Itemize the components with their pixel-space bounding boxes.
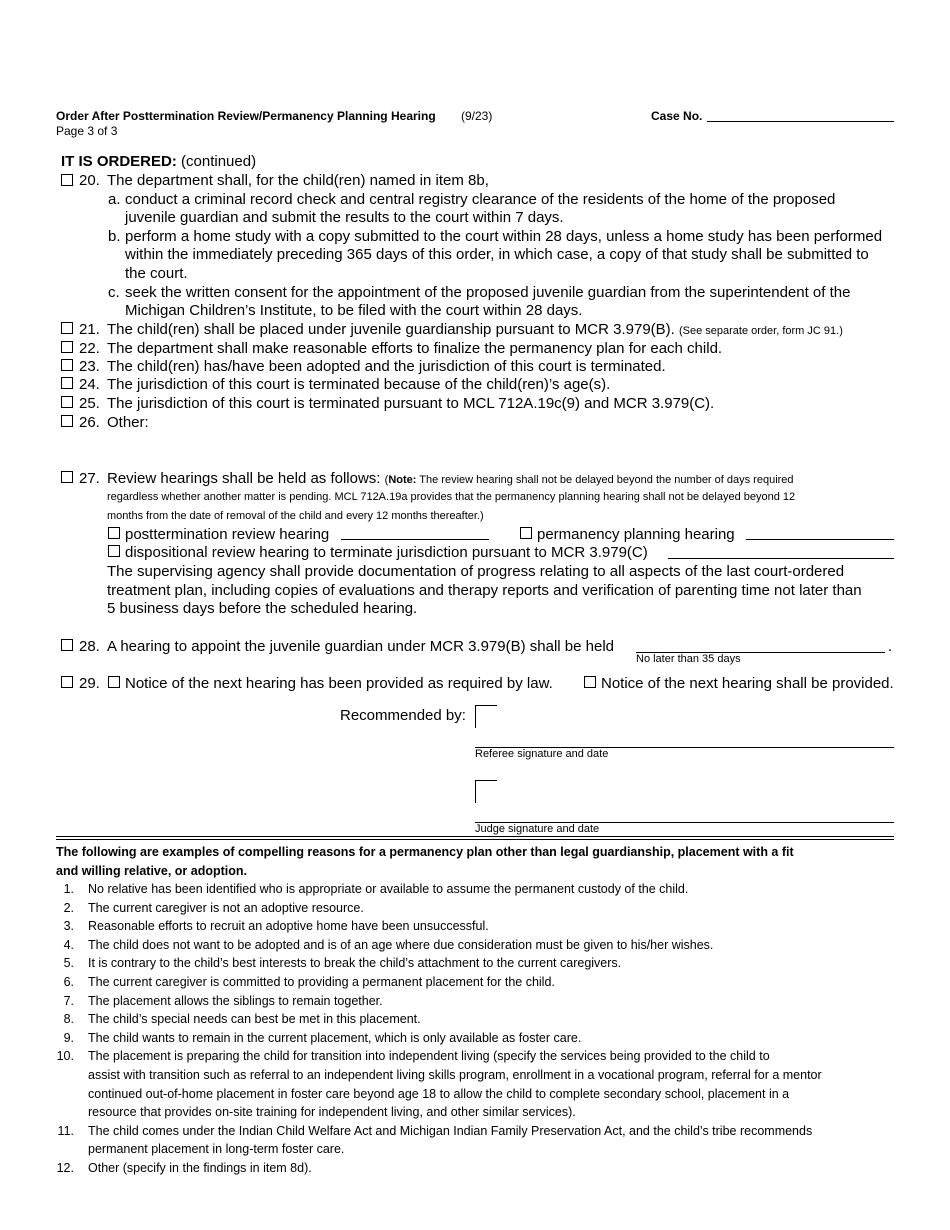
ordered-heading-label: IT IS ORDERED:	[61, 153, 177, 170]
referee-signature-bracket	[475, 705, 497, 728]
item-27-note-line1	[385, 474, 794, 486]
item-20c-line2: Michigan Children’s Institute, to be filed with the court within 28 days.	[125, 302, 583, 319]
posttermination-date-field[interactable]	[341, 539, 489, 540]
item-21-note: (See separate order, form JC 91.)	[679, 325, 843, 337]
reason-text-line: The current caregiver is not an adoptive resource.	[88, 900, 364, 915]
item-26-number: 26.	[79, 414, 100, 431]
reason-text-line: It is contrary to the child’s best interests to break the child’s attachment to the current caregivers.	[88, 956, 622, 971]
reason-number: 5.	[63, 956, 74, 971]
reason-text-line: Reasonable efforts to recruit an adoptive home have been unsuccessful.	[88, 919, 489, 934]
item-21-text	[107, 321, 843, 340]
reason-number: 1.	[63, 882, 74, 896]
reason-text-line: The child does not want to be adopted and is of an age where due consideration must be given to his/her wishes.	[88, 937, 714, 952]
item-22-checkbox[interactable]	[61, 341, 73, 353]
item-20b-line1: perform a home study with a copy submitted to the court within 28 days, unless a home study has been performed	[125, 228, 883, 245]
item-28-caption: No later than 35 days	[636, 653, 741, 665]
item-24-checkbox[interactable]	[61, 377, 73, 389]
permanency-checkbox[interactable]	[520, 527, 532, 539]
notice-shall-checkbox[interactable]	[584, 676, 596, 688]
item-24-number: 24.	[79, 376, 100, 393]
reason-number: 2.	[63, 900, 74, 915]
dispositional-checkbox[interactable]	[108, 545, 120, 557]
posttermination-checkbox[interactable]	[108, 527, 120, 539]
supervise-line2: treatment plan, including copies of evaluations and therapy reports and verification of parenting time not later than	[107, 582, 862, 599]
posttermination-label: posttermination review hearing	[125, 526, 330, 543]
item-21-text-main: The child(ren) shall be placed under juvenile guardianship pursuant to MCR 3.979(B).	[107, 321, 675, 338]
reason-number: 3.	[63, 919, 74, 934]
permanency-label: permanency planning hearing	[537, 526, 735, 543]
item-24-text: The jurisdiction of this court is terminated because of the child(ren)’s age(s).	[107, 376, 611, 393]
referee-signature-caption: Referee signature and date	[475, 748, 609, 760]
reason-number: 9.	[63, 1030, 74, 1045]
item-27-checkbox[interactable]	[61, 471, 73, 483]
reason-text-line: permanent placement in long-term foster care.	[88, 1142, 345, 1157]
item-20c-label: c.	[108, 284, 120, 301]
item-29-checkbox[interactable]	[61, 676, 73, 688]
reasons-heading-line1: The following are examples of compelling reasons for a permanency plan other than legal guardianship, placement with a fit	[56, 845, 794, 859]
permanency-date-field[interactable]	[746, 539, 894, 540]
case-no-field[interactable]	[707, 121, 894, 122]
reason-text-line: The placement is preparing the child for transition into independent living (specify the services being provided to the child to	[88, 1049, 770, 1064]
item-27-note-line3: months from the date of removal of the child and every 12 months thereafter.)	[107, 510, 484, 522]
reason-number: 11.	[57, 1123, 74, 1138]
item-27-number: 27.	[79, 470, 100, 487]
item-28-number: 28.	[79, 638, 100, 655]
judge-signature-bracket	[475, 780, 497, 803]
form-version: (9/23)	[461, 109, 493, 123]
dispositional-label: dispositional review hearing to terminate jurisdiction pursuant to MCR 3.979(C)	[125, 544, 648, 561]
supervise-line1: The supervising agency shall provide documentation of progress relating to all aspects of the last court-ordered	[107, 563, 845, 580]
item-27-note-open: (	[384, 474, 389, 486]
reason-text-line: The placement allows the siblings to remain together.	[88, 993, 383, 1008]
item-22-text: The department shall make reasonable efforts to finalize the permanency plan for each child.	[107, 340, 723, 357]
ordered-continued: (continued)	[181, 153, 257, 170]
dispositional-date-field[interactable]	[668, 558, 894, 559]
item-27-note-label: Note:	[388, 474, 417, 486]
reason-number: 12.	[56, 1161, 74, 1175]
item-26-text: Other:	[107, 414, 149, 431]
item-20b-line2: within the immediately preceding 365 days of this order, in which case, a copy of that study shall be submitted to	[125, 246, 869, 263]
item-20c-line1: seek the written consent for the appointment of the proposed juvenile guardian from the superintendent of the	[125, 284, 851, 301]
reason-number: 6.	[63, 975, 74, 989]
reason-text-line: The child wants to remain in the current placement, which is only available as foster care.	[88, 1030, 582, 1045]
item-23-text: The child(ren) has/have been adopted and the jurisdiction of this court is terminated.	[107, 358, 666, 375]
item-28-checkbox[interactable]	[61, 639, 73, 651]
notice-provided-checkbox[interactable]	[108, 676, 120, 688]
reason-number: 4.	[63, 937, 74, 952]
section-divider	[56, 836, 894, 840]
item-20-number: 20.	[79, 172, 100, 189]
notice-provided-label: Notice of the next hearing has been provided as required by law.	[125, 675, 553, 692]
item-27-text-main: Review hearings shall be held as follows:	[107, 470, 381, 487]
form-title: Order After Posttermination Review/Permanency Planning Hearing	[56, 109, 436, 123]
ordered-heading	[61, 153, 256, 171]
item-26-checkbox[interactable]	[61, 415, 73, 427]
reason-text-line: The child comes under the Indian Child Welfare Act and Michigan Indian Family Preservation Act, and the child’s tribe recommends	[88, 1123, 813, 1138]
item-25-number: 25.	[79, 395, 100, 412]
reason-text-line: No relative has been identified who is appropriate or available to assume the permanent custody of the child.	[88, 882, 689, 896]
case-no-label: Case No.	[651, 109, 703, 123]
item-29-number: 29.	[79, 675, 100, 692]
supervise-line3: 5 business days before the scheduled hearing.	[107, 600, 418, 617]
item-21-checkbox[interactable]	[61, 322, 73, 334]
item-25-checkbox[interactable]	[61, 396, 73, 408]
judge-signature-caption: Judge signature and date	[475, 823, 600, 835]
recommended-by-label: Recommended by:	[340, 707, 466, 724]
reason-text-line: assist with transition such as referral to an independent living skills program, enrollment in a vocational program, referral for a mentor	[88, 1068, 822, 1082]
item-20a-line1: conduct a criminal record check and central registry clearance of the residents of the home of the proposed	[125, 191, 836, 208]
reason-number: 7.	[63, 993, 74, 1008]
item-20b-line3: the court.	[125, 265, 188, 282]
reason-text-line: The child’s special needs can best be met in this placement.	[88, 1012, 421, 1027]
item-27-text	[107, 470, 794, 489]
item-27-note-line2: regardless whether another matter is pending. MCL 712A.19a provides that the permanency planning hearing shall not be delayed beyond 12	[107, 491, 796, 503]
item-22-number: 22.	[79, 340, 100, 357]
item-28-period: .	[888, 638, 893, 655]
reason-text-line: Other (specify in the findings in item 8d).	[88, 1161, 312, 1175]
page-number: Page 3 of 3	[56, 124, 118, 138]
item-20-text: The department shall, for the child(ren) named in item 8b,	[107, 172, 489, 189]
item-28-text: A hearing to appoint the juvenile guardian under MCR 3.979(B) shall be held	[107, 638, 614, 655]
reason-number: 10.	[56, 1049, 74, 1064]
item-20a-line2: juvenile guardian and submit the results to the court within 7 days.	[125, 209, 564, 226]
reasons-heading-line2: and willing relative, or adoption.	[56, 864, 247, 878]
notice-shall-label: Notice of the next hearing shall be provided.	[601, 675, 894, 692]
item-25-text: The jurisdiction of this court is terminated pursuant to MCL 712A.19c(9) and MCR 3.979(C).	[107, 395, 715, 412]
reason-number: 8.	[63, 1012, 74, 1027]
item-20-checkbox[interactable]	[61, 174, 73, 186]
item-21-number: 21.	[79, 321, 100, 338]
item-23-checkbox[interactable]	[61, 359, 73, 371]
reason-text-line: continued out-of-home placement in foster care beyond age 18 to allow the child to complete secondary school, placement in a	[88, 1086, 790, 1101]
item-27-note-text1: The review hearing shall not be delayed beyond the number of days required	[419, 474, 794, 486]
item-23-number: 23.	[79, 358, 100, 375]
reason-text-line: resource that provides on-site training for independent living, and other similar services).	[88, 1105, 576, 1120]
reason-text-line: The current caregiver is committed to providing a permanent placement for the child.	[88, 975, 555, 989]
item-20b-label: b.	[108, 228, 121, 245]
item-20a-label: a.	[108, 191, 121, 208]
